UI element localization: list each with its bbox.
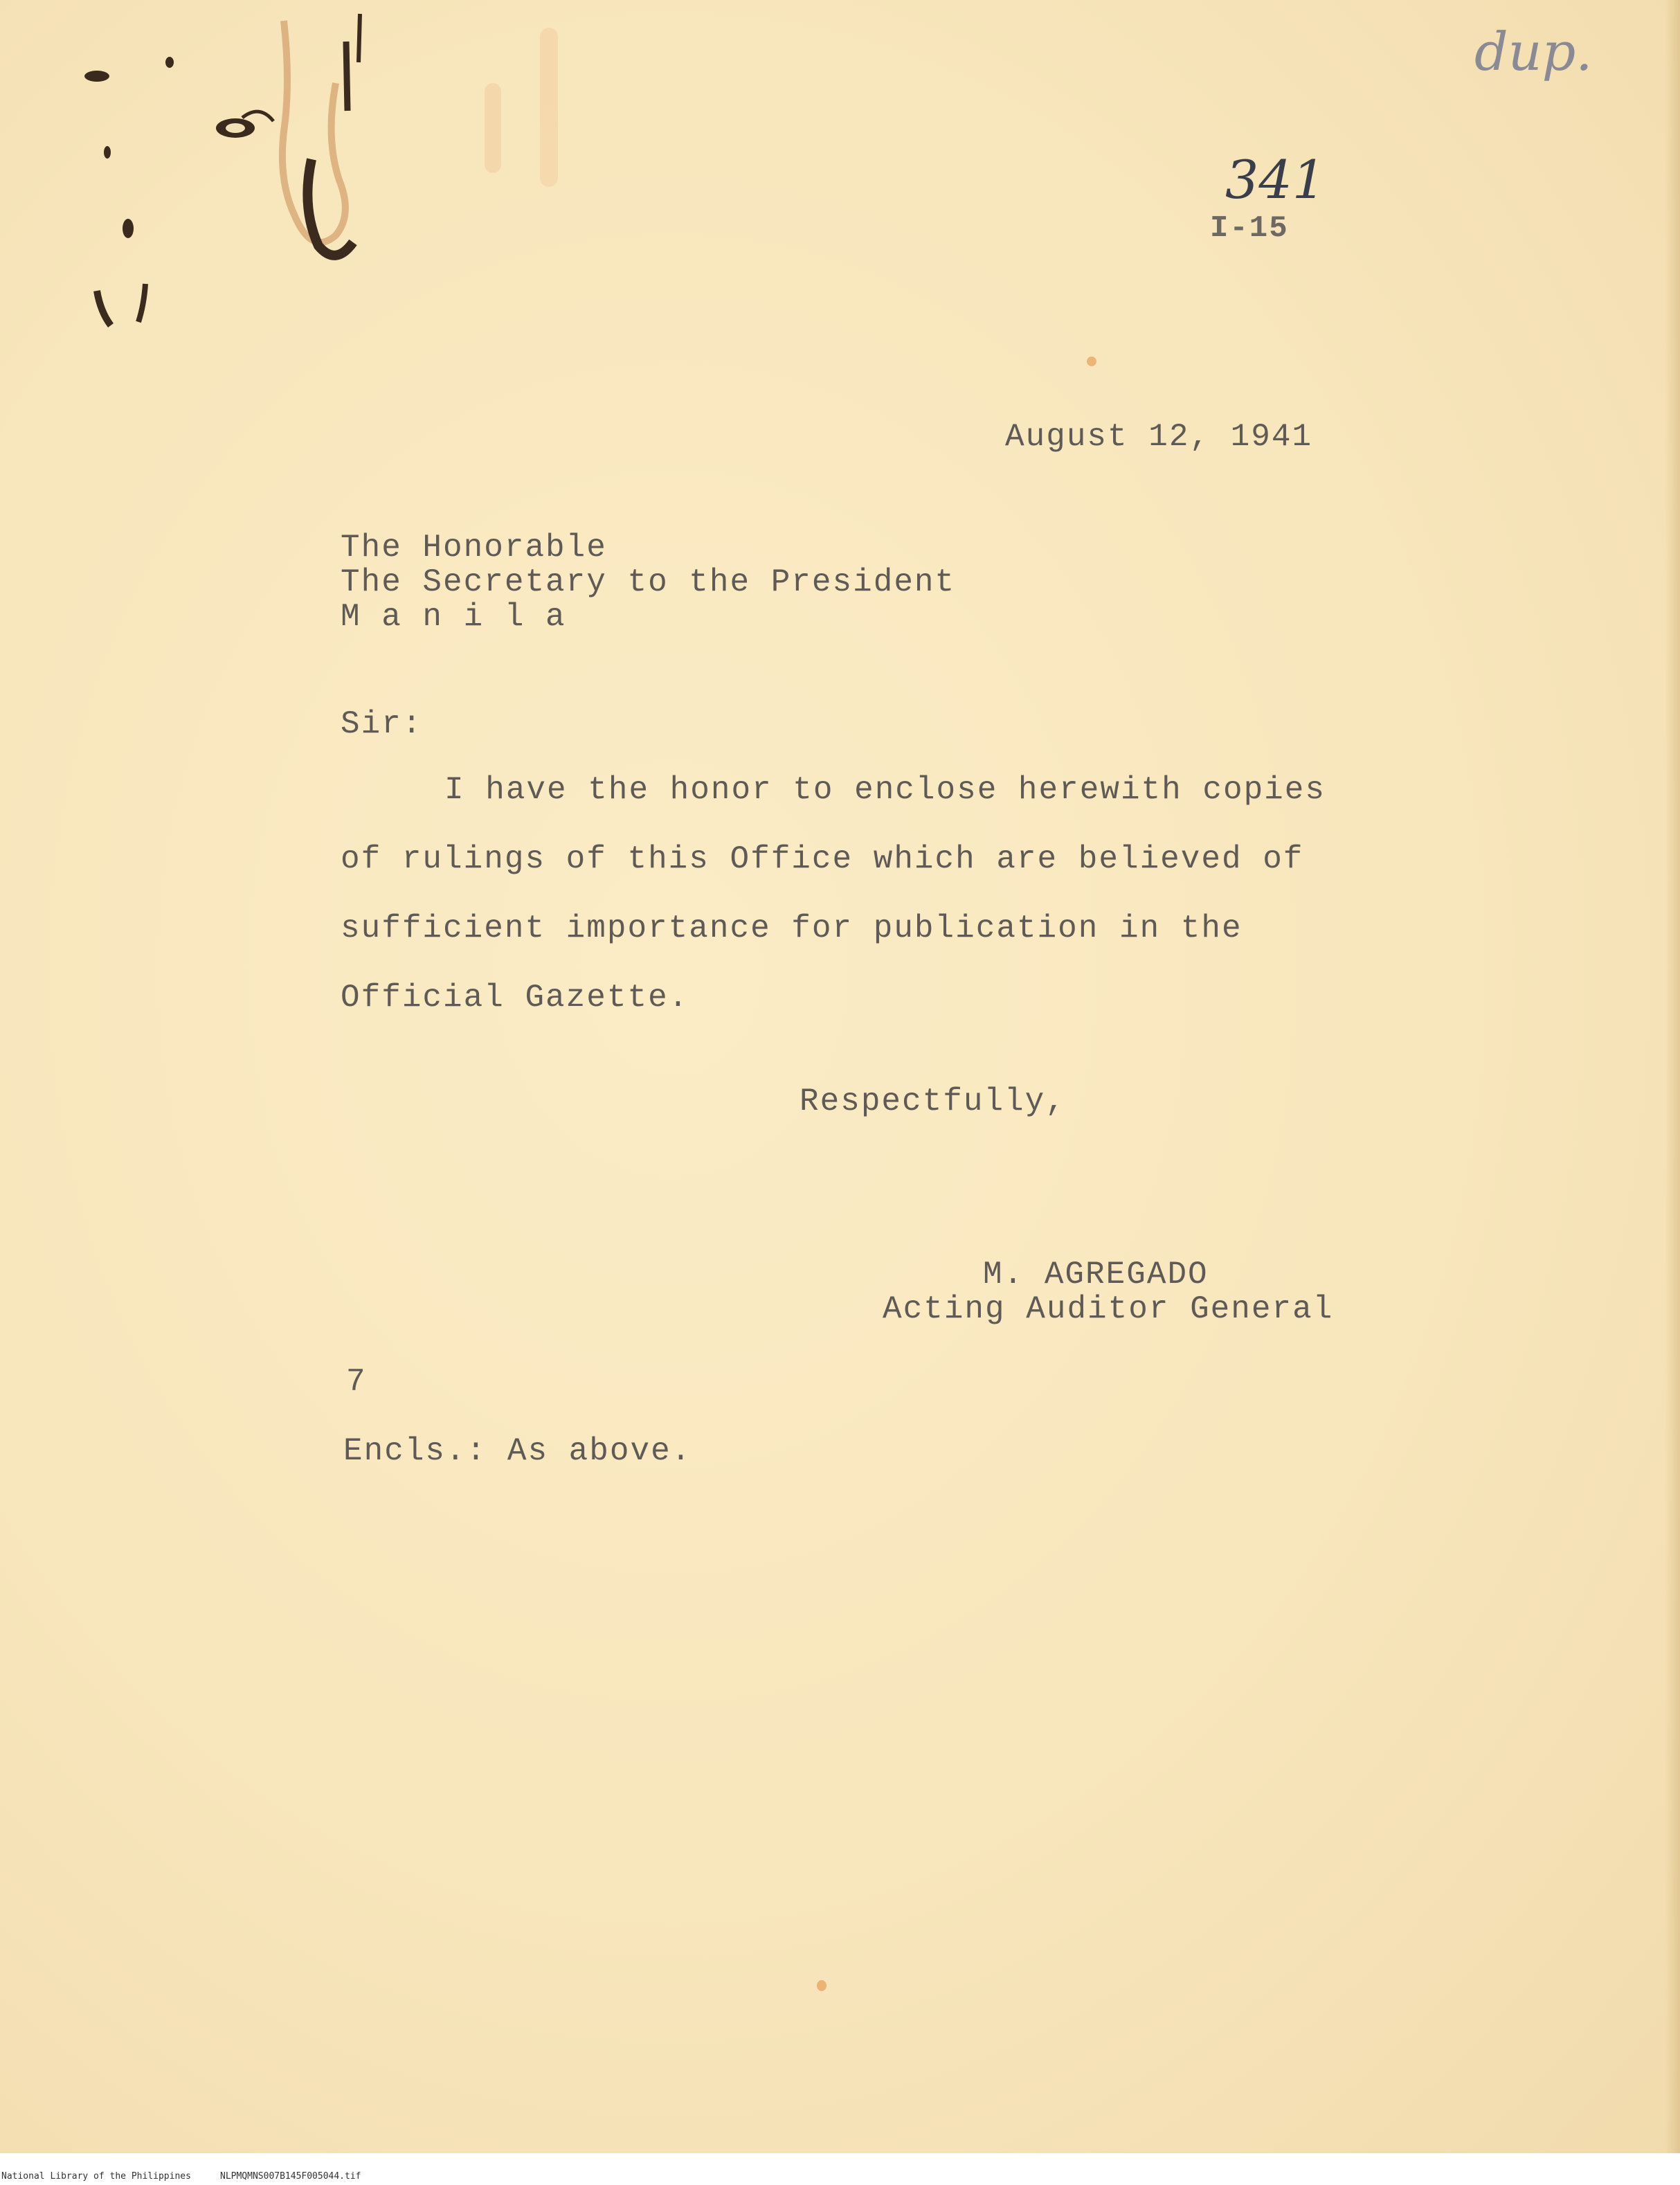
- salutation: Sir:: [341, 706, 423, 742]
- signatory-title: Acting Auditor General: [883, 1291, 1334, 1327]
- document-code: I-15: [1210, 211, 1289, 246]
- stain-spot: [1087, 357, 1096, 366]
- staple-rust-marks: [62, 0, 367, 339]
- recipient-line-3: M a n i l a: [341, 599, 566, 635]
- paper-edge-shadow: [1665, 0, 1680, 2153]
- stain-streak: [485, 83, 501, 173]
- body-line-4: Official Gazette.: [341, 980, 689, 1016]
- footer-filename: NLPMQMNS007B145F005044.tif: [220, 2171, 361, 2182]
- body-line-2: of rulings of this Office which are believed of: [341, 841, 1304, 877]
- reference-mark: 7: [346, 1364, 367, 1400]
- handwritten-dup-note: dup.: [1474, 21, 1593, 82]
- signatory-name: M. AGREGADO: [983, 1257, 1209, 1293]
- handwritten-file-number: 341: [1225, 149, 1326, 210]
- body-line-1: I have the honor to enclose herewith copies: [444, 772, 1326, 808]
- body-line-3: sufficient importance for publication in the: [341, 910, 1243, 946]
- enclosures-note: Encls.: As above.: [343, 1433, 692, 1469]
- closing: Respectfully,: [800, 1083, 1066, 1120]
- letter-date: August 12, 1941: [1005, 419, 1313, 455]
- stain-streak: [540, 28, 558, 187]
- recipient-line-2: The Secretary to the President: [341, 564, 956, 600]
- stain-spot: [817, 1980, 827, 1991]
- recipient-line-1: The Honorable: [341, 530, 607, 566]
- footer-library: National Library of the Philippines: [1, 2171, 191, 2182]
